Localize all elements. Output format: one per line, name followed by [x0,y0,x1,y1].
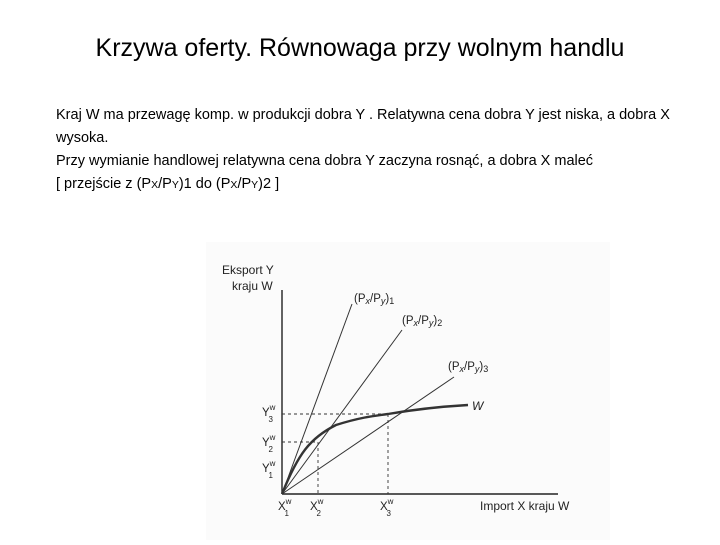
y-tick-y1: $Y^w$ 1 [262,459,276,480]
slide-title: Krzywa oferty. Równowaga przy wolnym handlu [95,34,625,62]
y-axis-label-line-1: Eksport Y [222,263,274,277]
y-axis-label-line-2: kraju W [232,279,273,293]
x-axis-label: Import X kraju W [480,499,570,513]
price-line-2 [282,330,402,494]
price-line-3 [282,377,454,494]
price-line-2-label: (Px/Py)2 [402,315,443,328]
curve-label-w: W [472,399,484,413]
price-line-3-label: (Px/Py)3 [448,361,489,374]
slide-body [56,104,696,197]
body-line-3: [ przejście z (PX/PY)1 do (PX/PY)2 ] [56,176,280,192]
x-tick-x3: $X^w$ 3 [380,497,394,518]
offer-curve-diagram [206,242,610,540]
body-line-1: Kraj W ma przewagę komp. w produkcji dobra Y . Relatywna cena dobra Y jest niska, a dobra X wysoka. [56,107,670,146]
x-tick-x1: $X^w$ 1 [278,497,292,518]
body-line-2: Przy wymianie handlowej relatywna cena dobra Y zaczyna rosnąć, a dobra X maleć [56,153,594,169]
offer-curve-figure [206,242,610,540]
y-tick-y2: $Y^w$ 2 [262,433,276,454]
price-line-1-label: (Px/Py)1 [354,293,395,306]
y-tick-y3: $Y^w$ 3 [262,403,276,424]
x-tick-x2: $X^w$ 2 [310,497,324,518]
price-line-1 [282,304,352,494]
